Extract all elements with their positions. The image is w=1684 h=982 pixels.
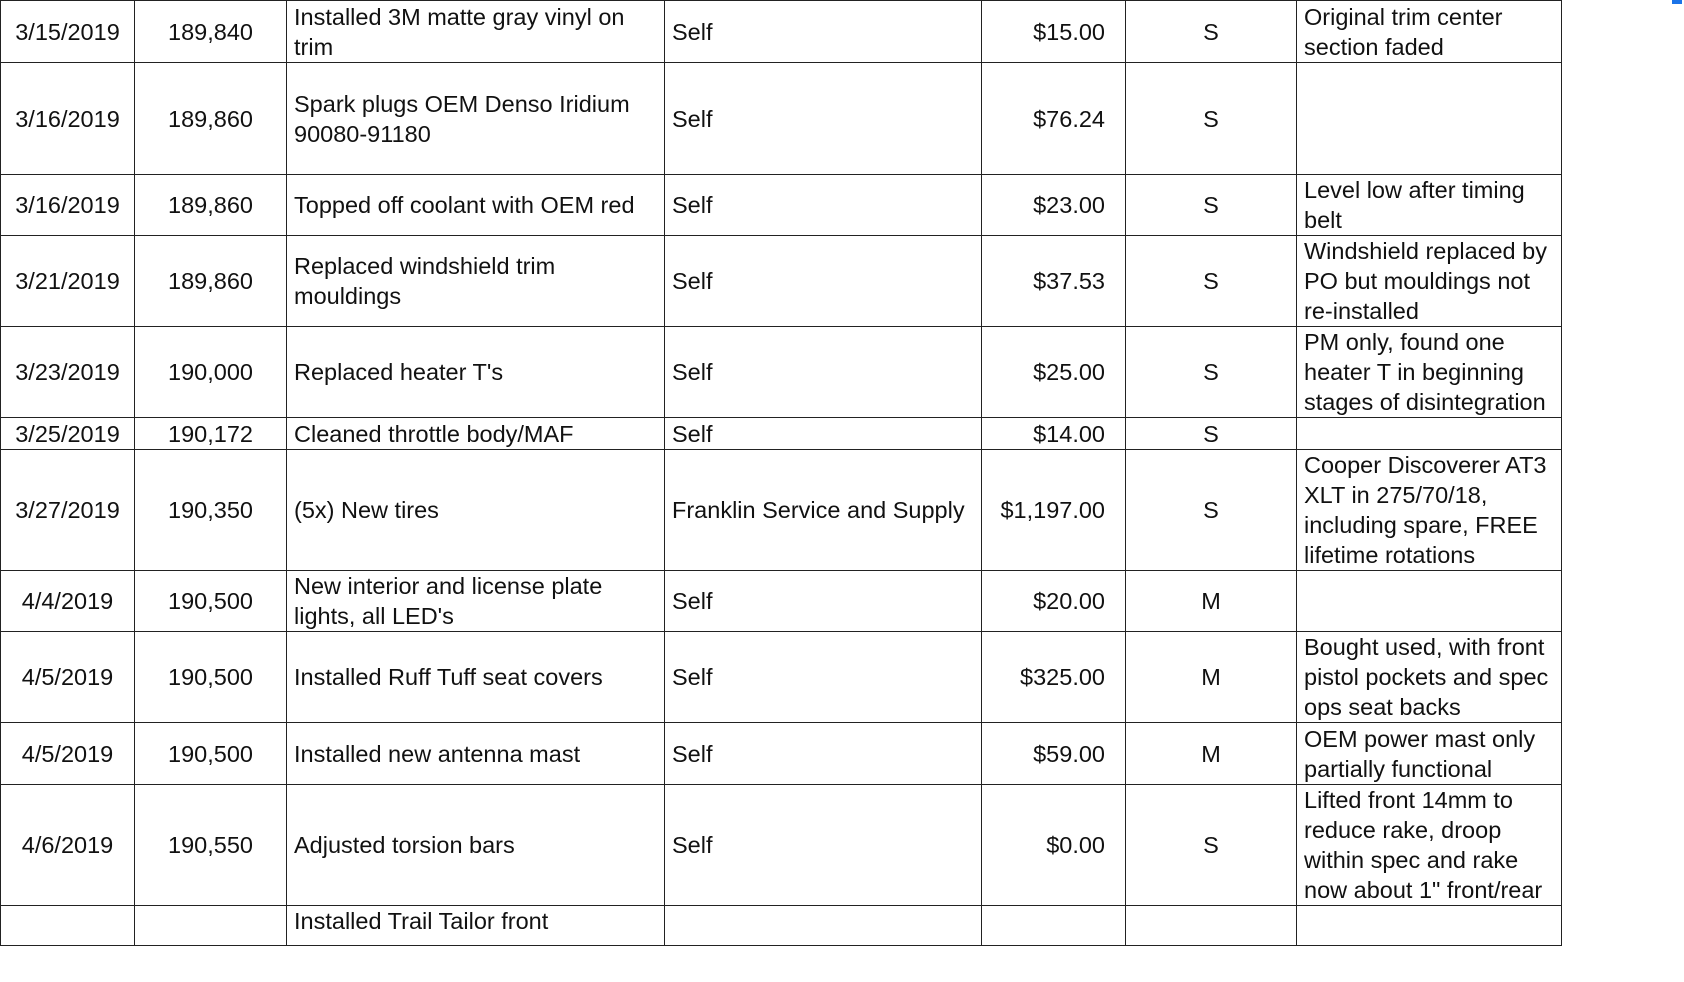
table-row <box>1 175 1562 236</box>
cell-date[interactable]: 4/6/2019 <box>1 785 135 906</box>
cell-cost[interactable]: $76.24 <box>982 63 1126 175</box>
cell-performed-by[interactable]: Self <box>665 632 982 723</box>
cell-category[interactable]: M <box>1126 632 1297 723</box>
cell-description[interactable]: Replaced windshield trim mouldings <box>287 236 665 327</box>
cell-mileage[interactable] <box>135 906 287 946</box>
cell-mileage[interactable]: 189,860 <box>135 63 287 175</box>
cell-performed-by[interactable]: Self <box>665 723 982 785</box>
cell-performed-by[interactable]: Self <box>665 785 982 906</box>
cell-notes[interactable] <box>1297 906 1562 946</box>
cell-category[interactable]: S <box>1126 1 1297 63</box>
cell-mileage[interactable]: 189,840 <box>135 1 287 63</box>
cell-mileage[interactable]: 190,500 <box>135 632 287 723</box>
cell-description[interactable]: Cleaned throttle body/MAF <box>287 418 665 450</box>
cell-date[interactable]: 3/23/2019 <box>1 327 135 418</box>
cell-notes[interactable]: PM only, found one heater T in beginning stages of disintegration <box>1297 327 1562 418</box>
cell-description[interactable]: (5x) New tires <box>287 450 665 571</box>
cell-category[interactable]: M <box>1126 723 1297 785</box>
cell-date[interactable]: 3/27/2019 <box>1 450 135 571</box>
cell-cost[interactable]: $23.00 <box>982 175 1126 236</box>
cell-mileage[interactable]: 190,500 <box>135 723 287 785</box>
cell-cost[interactable]: $1,197.00 <box>982 450 1126 571</box>
cell-performed-by[interactable]: Franklin Service and Supply <box>665 450 982 571</box>
cell-category[interactable]: M <box>1126 571 1297 632</box>
table-row <box>1 63 1562 175</box>
cell-category[interactable]: S <box>1126 327 1297 418</box>
cell-date[interactable]: 3/16/2019 <box>1 175 135 236</box>
cell-category[interactable] <box>1126 906 1297 946</box>
cell-category[interactable]: S <box>1126 236 1297 327</box>
cell-notes[interactable]: Bought used, with front pistol pockets and spec ops seat backs <box>1297 632 1562 723</box>
cell-notes[interactable]: OEM power mast only partially functional <box>1297 723 1562 785</box>
cell-description[interactable]: Installed 3M matte gray vinyl on trim <box>287 1 665 63</box>
cell-date[interactable]: 4/5/2019 <box>1 723 135 785</box>
table-row <box>1 450 1562 571</box>
cell-notes[interactable]: Level low after timing belt <box>1297 175 1562 236</box>
cell-cost[interactable] <box>982 906 1126 946</box>
cell-date[interactable]: 3/15/2019 <box>1 1 135 63</box>
cell-performed-by[interactable]: Self <box>665 1 982 63</box>
cell-category[interactable]: S <box>1126 418 1297 450</box>
cell-performed-by[interactable]: Self <box>665 418 982 450</box>
cell-description[interactable]: Spark plugs OEM Denso Iridium 90080-91180 <box>287 63 665 175</box>
cell-date[interactable] <box>1 906 135 946</box>
cell-notes[interactable]: Windshield replaced by PO but mouldings not re-installed <box>1297 236 1562 327</box>
cell-description[interactable]: Replaced heater T's <box>287 327 665 418</box>
cell-performed-by[interactable]: Self <box>665 175 982 236</box>
cell-notes[interactable] <box>1297 63 1562 175</box>
table-row <box>1 632 1562 723</box>
cell-notes[interactable]: Cooper Discoverer AT3 XLT in 275/70/18, including spare, FREE lifetime rotations <box>1297 450 1562 571</box>
cell-description[interactable]: Installed Ruff Tuff seat covers <box>287 632 665 723</box>
cell-performed-by[interactable]: Self <box>665 236 982 327</box>
cell-performed-by[interactable]: Self <box>665 63 982 175</box>
table-row <box>1 785 1562 906</box>
cell-mileage[interactable]: 190,350 <box>135 450 287 571</box>
cell-date[interactable]: 3/25/2019 <box>1 418 135 450</box>
cell-category[interactable]: S <box>1126 785 1297 906</box>
cell-notes[interactable] <box>1297 571 1562 632</box>
cell-description[interactable]: New interior and license plate lights, all LED's <box>287 571 665 632</box>
cell-cost[interactable]: $0.00 <box>982 785 1126 906</box>
cell-date[interactable]: 3/21/2019 <box>1 236 135 327</box>
table-row <box>1 1 1562 63</box>
cell-notes[interactable]: Lifted front 14mm to reduce rake, droop within spec and rake now about 1" front/rear <box>1297 785 1562 906</box>
cell-mileage[interactable]: 189,860 <box>135 175 287 236</box>
cell-performed-by[interactable]: Self <box>665 571 982 632</box>
cell-notes[interactable]: Original trim center section faded <box>1297 1 1562 63</box>
cell-notes[interactable] <box>1297 418 1562 450</box>
cell-performed-by[interactable]: Self <box>665 327 982 418</box>
cell-cost[interactable]: $37.53 <box>982 236 1126 327</box>
cell-cost[interactable]: $25.00 <box>982 327 1126 418</box>
cell-date[interactable]: 3/16/2019 <box>1 63 135 175</box>
table-row <box>1 236 1562 327</box>
cell-description[interactable]: Installed new antenna mast <box>287 723 665 785</box>
cell-mileage[interactable]: 190,000 <box>135 327 287 418</box>
cell-description[interactable]: Adjusted torsion bars <box>287 785 665 906</box>
cell-cost[interactable]: $325.00 <box>982 632 1126 723</box>
selection-marker <box>1672 0 1682 4</box>
cell-cost[interactable]: $20.00 <box>982 571 1126 632</box>
table-row <box>1 327 1562 418</box>
cell-date[interactable]: 4/4/2019 <box>1 571 135 632</box>
cell-category[interactable]: S <box>1126 175 1297 236</box>
cell-category[interactable]: S <box>1126 450 1297 571</box>
cell-description[interactable]: Installed Trail Tailor front <box>287 906 665 946</box>
table-row <box>1 906 1562 946</box>
cell-performed-by[interactable] <box>665 906 982 946</box>
table-row <box>1 418 1562 450</box>
cell-mileage[interactable]: 190,500 <box>135 571 287 632</box>
cell-cost[interactable]: $15.00 <box>982 1 1126 63</box>
cell-mileage[interactable]: 190,550 <box>135 785 287 906</box>
cell-category[interactable]: S <box>1126 63 1297 175</box>
cell-cost[interactable]: $59.00 <box>982 723 1126 785</box>
table-row <box>1 571 1562 632</box>
cell-mileage[interactable]: 189,860 <box>135 236 287 327</box>
table-row <box>1 723 1562 785</box>
cell-date[interactable]: 4/5/2019 <box>1 632 135 723</box>
cell-description[interactable]: Topped off coolant with OEM red <box>287 175 665 236</box>
cell-cost[interactable]: $14.00 <box>982 418 1126 450</box>
cell-mileage[interactable]: 190,172 <box>135 418 287 450</box>
